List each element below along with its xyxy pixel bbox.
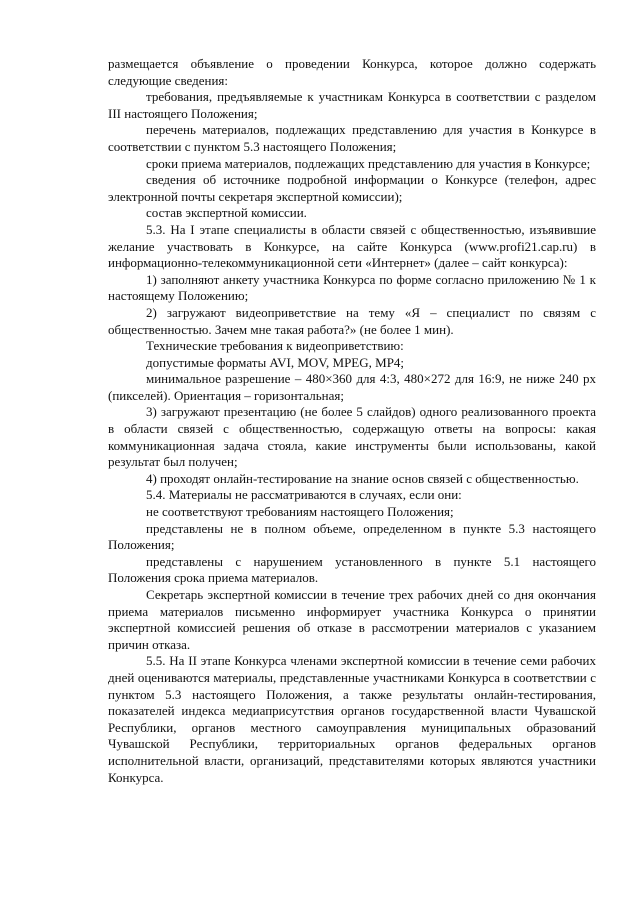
paragraph-5-5: 5.5. На II этапе Конкурса членами экспертной комиссии в течение семи рабочих дней оцениваются материалы, представленные участниками Конкурса в соответствии с пунктом 5.3 настоящего Положения, а также результаты онлайн-тестирования, показателей индекса медиаприсутствия органов государственной власти Чувашской Республики, органов местного самоуправления муниципальных образований Чувашской Республики, территориальных органов федеральных органов исполнительной власти, организаций, представителями которых являются участники Конкурса. (108, 653, 596, 785)
paragraph-resolution: минимальное разрешение – 480×360 для 4:3, 480×272 для 16:9, не ниже 240 px (пикселей). Ориентация – горизонтальная; (108, 371, 596, 403)
paragraph-intro: размещается объявление о проведении Конкурса, которое должно содержать следующие сведения: (108, 56, 596, 88)
paragraph-5-3-item-2: 2) загружают видеоприветствие на тему «Я – специалист по связям с общественностью. Зачем мне такая работа?» (не более 1 мин). (108, 304, 596, 337)
paragraph-materials-list: перечень материалов, подлежащих представлению для участия в Конкурсе в соответствии с пунктом 5.3 настоящего Положения; (108, 122, 596, 154)
paragraph-5-4-case-3: представлены с нарушением установленного в пункте 5.1 настоящего Положения срока приема материалов. (108, 553, 596, 586)
paragraph-secretary: Секретарь экспертной комиссии в течение трех рабочих дней со дня окончания приема материалов письменно информирует участника Конкурса о принятии экспертной комиссией решения об отказе в рассмотрении материалов с указанием причин отказа. (108, 587, 596, 652)
paragraph-commission: состав экспертной комиссии. (146, 205, 307, 221)
paragraph-5-3-item-1: 1) заполняют анкету участника Конкурса по форме согласно приложению № 1 к настоящему Положению; (108, 271, 596, 304)
paragraph-5-3: 5.3. На I этапе специалисты в области связей с общественностью, изъявившие желание участвовать в Конкурсе, на сайте Конкурса (www.profi21.cap.ru) в информационно-телекоммуникационной сети «Интернет» (далее – сайт конкурса): (108, 221, 596, 271)
paragraph-info-source: сведения об источнике подробной информации о Конкурсе (телефон, адрес электронной почты секретаря экспертной комиссии); (108, 172, 596, 204)
paragraph-5-4-case-2: представлены не в полном объеме, определенном в пункте 5.3 настоящего Положения; (108, 520, 596, 553)
document-page (108, 56, 596, 786)
paragraph-tech-requirements: Технические требования к видеоприветствию: (146, 338, 404, 354)
paragraph-deadlines: сроки приема материалов, подлежащих представлению для участия в Конкурсе; (146, 155, 591, 171)
paragraph-5-4-case-1: не соответствуют требованиям настоящего Положения; (146, 504, 454, 520)
paragraph-formats: допустимые форматы AVI, MOV, MPEG, MP4; (146, 354, 405, 370)
paragraph-5-3-item-4: 4) проходят онлайн-тестирование на знание основ связей с общественностью. (146, 470, 579, 486)
paragraph-5-4: 5.4. Материалы не рассматриваются в случаях, если они: (146, 487, 462, 503)
paragraph-5-3-item-3: 3) загружают презентацию (не более 5 слайдов) одного реализованного проекта в области связей с общественностью, содержащую ответы на вопросы: какая коммуникационная задача стояла, какие инструменты были использованы, какой результат был получен; (108, 404, 596, 470)
paragraph-requirements: требования, предъявляемые к участникам Конкурса в соответствии с разделом III настоящего Положения; (108, 89, 596, 121)
